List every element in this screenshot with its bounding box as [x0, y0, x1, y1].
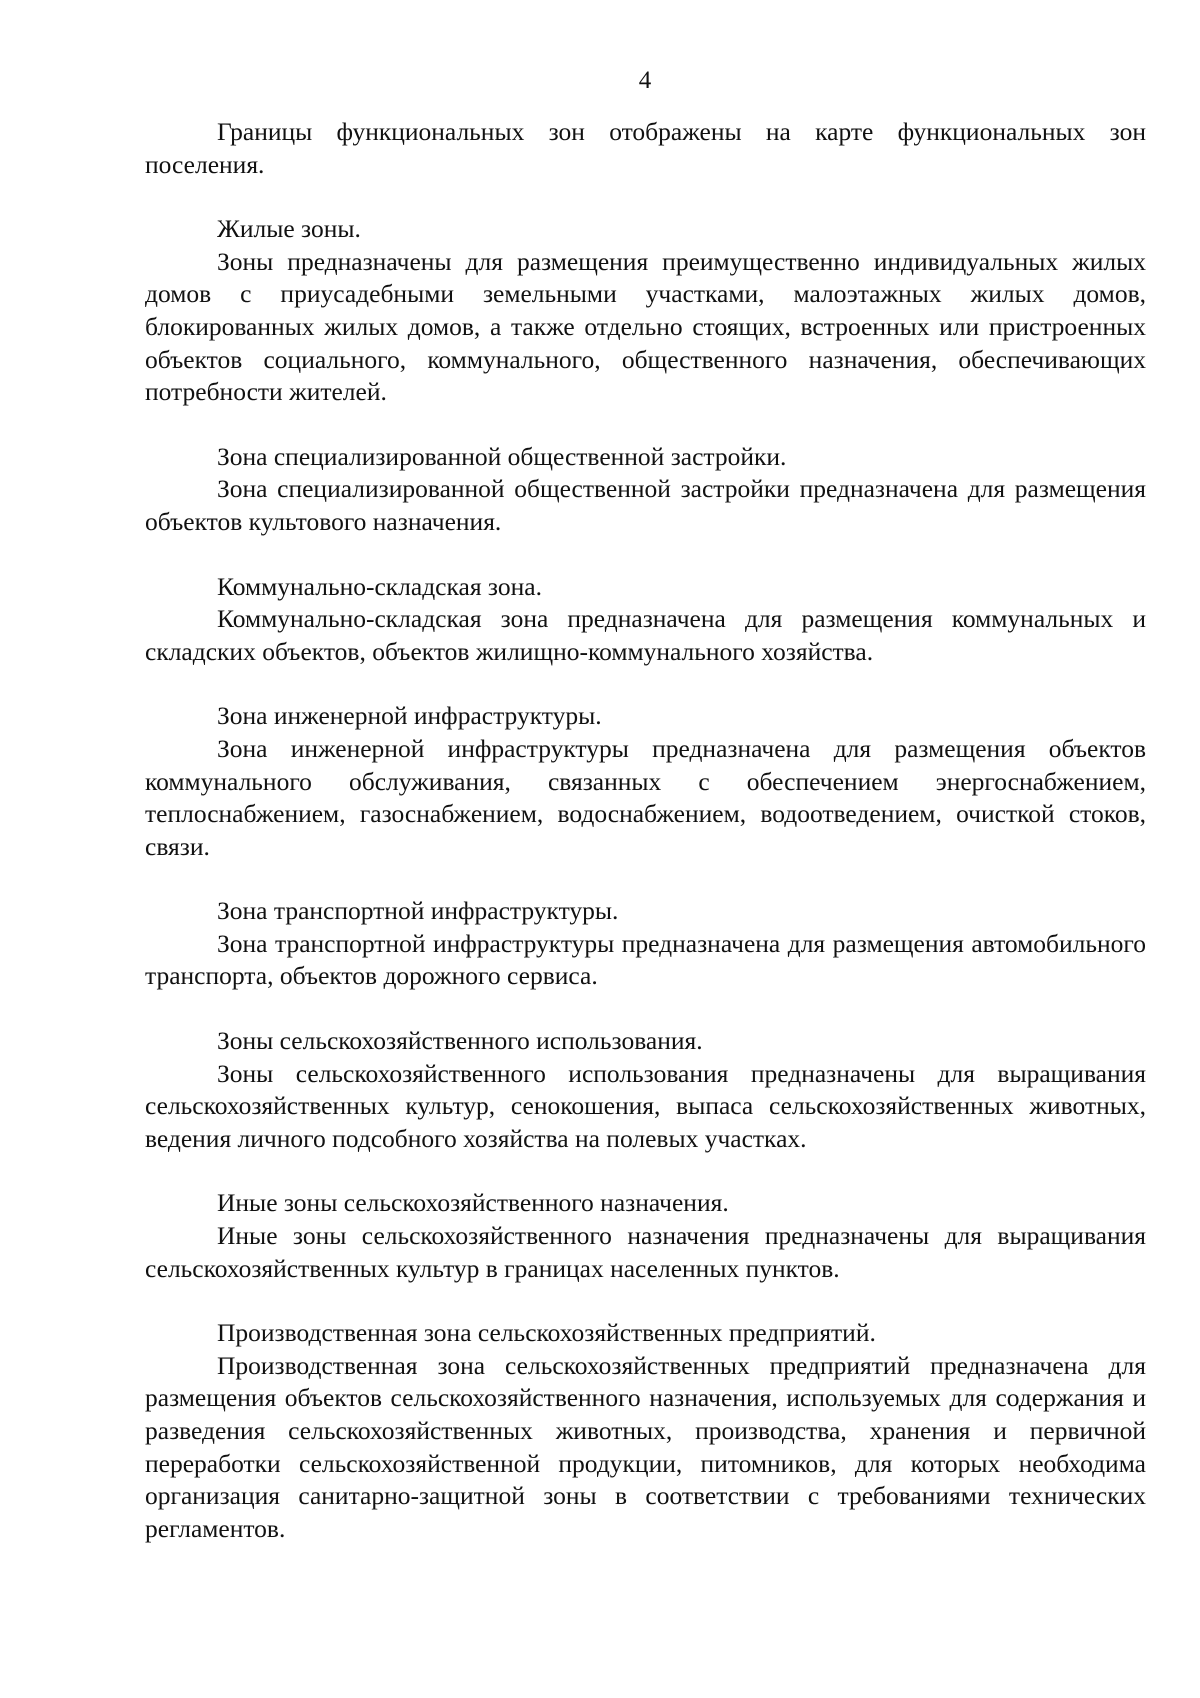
section-text: Иные зоны сельскохозяйственного назначения предназначены для выращивания сельскохозяйственных культур в границах населенных пунктов. [145, 1221, 1146, 1283]
section-text: Коммунально-складская зона предназначена для размещения коммунальных и складских объектов, объектов жилищно-коммунального хозяйства. [145, 604, 1146, 666]
section-other-agricultural-zones [145, 1187, 1146, 1285]
section-text: Зона транспортной инфраструктуры предназначена для размещения автомобильного транспорта, объектов дорожного сервиса. [145, 928, 1146, 991]
section-engineering-infrastructure-zone [145, 700, 1146, 863]
document-body [145, 116, 1146, 1545]
section-heading: Зоны сельскохозяйственного использования. [217, 1026, 703, 1056]
section-communal-storage-zone [145, 571, 1146, 669]
section-heading: Зона транспортной инфраструктуры. [217, 896, 619, 926]
section-text: Зона специализированной общественной застройки предназначена для размещения объектов культового назначения. [145, 474, 1146, 536]
section-transport-infrastructure-zone [145, 895, 1146, 993]
section-specialized-public-zone [145, 441, 1146, 539]
section-heading: Зона инженерной инфраструктуры. [217, 701, 602, 731]
section-heading: Зона специализированной общественной застройки. [217, 441, 787, 471]
section-heading: Коммунально-складская зона. [217, 571, 542, 601]
intro-paragraph: Границы функциональных зон отображены на карте функциональных зон поселения. [145, 117, 1146, 179]
section-text: Производственная зона сельскохозяйственных предприятий предназначена для размещения объектов сельскохозяйственного назначения, используемых для содержания и разведения сельскохозяйственных животных, производства, хранения и первичной переработки сельскохозяйственной продукции, питомников, для которых необходима организация санитарно-защитной зоны в соответствии с требованиями технических регламентов. [145, 1350, 1146, 1543]
section-residential-zones [145, 213, 1146, 409]
page-number: 4 [638, 67, 652, 94]
section-agricultural-production-zone [145, 1317, 1146, 1545]
section-heading: Жилые зоны. [217, 214, 361, 244]
section-text: Зоны сельскохозяйственного использования предназначены для выращивания сельскохозяйственных культур, сенокошения, выпаса сельскохозяйственных животных, ведения личного подсобного хозяйства на полевых участках. [145, 1058, 1146, 1153]
section-text: Зоны предназначены для размещения преимущественно индивидуальных жилых домов с приусадебными земельными участками, малоэтажных жилых домов, блокированных жилых домов, а также отдельно стоящих, встроенных или пристроенных объектов социального, коммунального, общественного назначения, обеспечивающих потребности жителей. [145, 246, 1146, 407]
section-agricultural-use-zones [145, 1025, 1146, 1155]
section-heading: Производственная зона сельскохозяйственных предприятий. [217, 1318, 876, 1348]
section-heading: Иные зоны сельскохозяйственного назначения. [217, 1188, 729, 1218]
section-text: Зона инженерной инфраструктуры предназначена для размещения объектов коммунального обслуживания, связанных с обеспечением энергоснабжением, теплоснабжением, газоснабжением, водоснабжением, водоотведением, очисткой стоков, связи. [145, 733, 1146, 861]
